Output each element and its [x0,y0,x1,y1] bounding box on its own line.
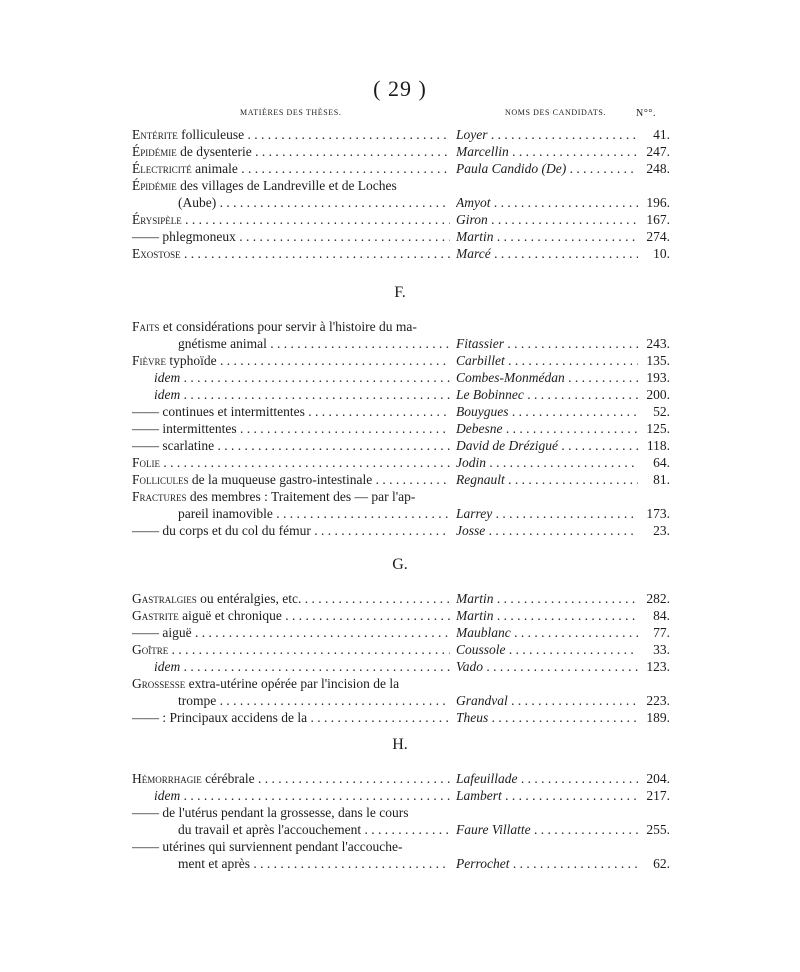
entry-line [132,194,672,211]
subject-text [132,352,450,369]
entry-line [132,709,672,726]
entry-line [132,126,672,143]
thesis-number: 196. [646,195,670,210]
candidate-name: Larrey . . . [456,505,638,522]
thesis-number: 10. [653,246,670,261]
index-entry [132,318,672,352]
entry-line [132,245,672,262]
thesis-number: 52. [653,404,670,419]
subject-text [132,318,472,335]
subject-column-header: MATIÈRES DES THÈSES. [240,108,342,117]
candidate-name: Vado . . . [456,658,638,675]
subject-line-text: aiguë et chronique [182,608,282,623]
candidate-name: Martin . . . [456,228,638,245]
entry-line [132,437,672,454]
entry-line [132,787,672,804]
thesis-number: 125. [646,421,670,436]
subject-headword: Gastralgies [132,591,197,606]
candidate-name: Regnault . . . [456,471,638,488]
entry-line [132,488,672,505]
subject-line-text: —— utérines qui surviennent pendant l'accouche- [132,839,403,854]
candidate-name: Theus . . . [456,709,638,726]
index-entry [132,454,672,471]
index-entry [132,770,672,787]
subject-line-text: idem [154,788,181,803]
subject-headword: Follicules [132,472,189,487]
thesis-number: 173. [646,506,670,521]
candidate-name: Josse . . . [456,522,638,539]
section-letter: F. [394,284,406,301]
subject-line-text: animale [195,161,238,176]
index-entry [132,804,672,838]
index-entry [132,352,672,369]
candidate-name: Lafeuillade . . . [456,770,638,787]
index-entry [132,245,672,262]
subject-text [154,386,450,403]
subject-headword: Gastrite [132,608,179,623]
entry-line [132,143,672,160]
subject-text [132,160,450,177]
index-entry [132,386,672,403]
subject-line-text: folliculeuse [181,127,245,142]
subject-line-text: des villages de Landreville et de Loches [180,178,397,193]
index-entry [132,590,672,607]
thesis-number: 243. [646,336,670,351]
subject-text [132,245,450,262]
subject-headword: Folie [132,455,160,470]
subject-text [178,194,450,211]
index-section [132,590,672,726]
subject-text [132,454,450,471]
subject-headword: Fièvre [132,353,167,368]
subject-line-text: de dysenterie [180,144,252,159]
candidates-column-header: NOMS DES CANDIDATS. [505,108,606,117]
subject-text [178,855,450,872]
subject-text [154,369,450,386]
column-headers [0,108,800,122]
subject-headword: Hémorrhagie [132,771,202,786]
candidate-name: Grandval . . . [456,692,638,709]
entry-line [132,369,672,386]
section-letter: G. [392,556,408,573]
candidate-name: Faure Villatte . . . [456,821,638,838]
subject-text [132,804,472,821]
entry-line [132,471,672,488]
entry-line [132,855,672,872]
subject-text [132,838,472,855]
entry-line [132,624,672,641]
subject-text [132,437,450,454]
index-entry [132,675,672,709]
candidate-name: Fitassier . . . [456,335,638,352]
thesis-number: 118. [646,438,670,453]
candidate-name: Lambert . . . [456,787,638,804]
subject-line-text: pareil inamovible [178,506,273,521]
page-number: ( 29 ) [373,76,427,101]
subject-line-text: idem [154,370,181,385]
candidate-name: Perrochet . . . [456,855,638,872]
index-entry [132,437,672,454]
candidate-name: Marcellin . . . [456,143,638,160]
thesis-number: 193. [646,370,670,385]
candidate-name: Giron . . . [456,211,638,228]
index-section [132,770,672,872]
subject-line-text: des membres : Traitement des — par l'ap- [189,489,416,504]
candidate-name: Jodin . . . [456,454,638,471]
entry-line [132,658,672,675]
subject-line-text: typhoïde [169,353,217,368]
thesis-number: 274. [646,229,670,244]
subject-line-text: —— intermittentes [132,421,237,436]
thesis-number: 64. [653,455,670,470]
subject-text [154,658,450,675]
subject-line-text: extra-utérine opérée par l'incision de la [188,676,400,691]
subject-line-text: —— continues et intermittentes [132,404,305,419]
thesis-number: 41. [653,127,670,142]
index-entry [132,787,672,804]
entry-line [132,352,672,369]
subject-line-text: —— phlegmoneux [132,229,236,244]
subject-text [132,126,450,143]
subject-line-text: cérébrale [205,771,255,786]
entry-line [132,177,672,194]
subject-line-text: trompe [178,693,217,708]
entry-line [132,335,672,352]
entry-line [132,804,672,821]
subject-line-text: idem [154,387,181,402]
index-entry [132,624,672,641]
entry-line [132,675,672,692]
entry-line [132,505,672,522]
entry-line [132,454,672,471]
entry-line [132,211,672,228]
subject-text [132,420,450,437]
subject-headword: Fractures [132,489,187,504]
thesis-number: 247. [646,144,670,159]
index-entry [132,160,672,177]
subject-text [178,692,450,709]
thesis-number: 33. [653,642,670,657]
subject-text [132,641,450,658]
subject-headword: Électricité [132,161,192,176]
index-entry [132,641,672,658]
index-entry [132,471,672,488]
candidate-name: Coussole . . . [456,641,638,658]
entry-line [132,403,672,420]
index-entry [132,211,672,228]
candidate-name: Paula Candido (De) . . . [456,160,638,177]
thesis-number: 135. [646,353,670,368]
index-entry [132,126,672,143]
entry-line [132,821,672,838]
subject-text [132,590,450,607]
thesis-number: 77. [653,625,670,640]
index-entry [132,403,672,420]
entry-line [132,641,672,658]
thesis-number: 189. [646,710,670,725]
subject-line-text: —— aiguë [132,625,192,640]
index-entry [132,143,672,160]
thesis-number: 123. [646,659,670,674]
entry-line [132,770,672,787]
subject-text [178,821,450,838]
subject-line-text: —— de l'utérus pendant la grossesse, dans le cours [132,805,409,820]
subject-text [132,143,450,160]
subject-line-text: du travail et après l'accouchement [178,822,362,837]
candidate-name: David de Drézigué . . . [456,437,638,454]
entry-line [132,838,672,855]
subject-headword: Épidémie [132,144,177,159]
thesis-number: 81. [653,472,670,487]
subject-headword: Érysipèle [132,212,182,227]
index-entry [132,658,672,675]
subject-text [178,505,450,522]
candidate-name: Martin . . . [456,607,638,624]
subject-line-text: ou entéralgies, etc. [200,591,302,606]
subject-line-text: —— : Principaux accidens de la [132,710,308,725]
thesis-number: 200. [646,387,670,402]
subject-text [132,607,450,624]
subject-headword: Grossesse [132,676,186,691]
subject-line-text: de la muqueuse gastro-intestinale [191,472,373,487]
subject-text [132,228,450,245]
candidate-name: Le Bobinnec . . . [456,386,638,403]
index-entry [132,522,672,539]
entry-line [132,607,672,624]
subject-text [132,709,450,726]
candidate-name: Amyot . . . [456,194,638,211]
entry-line [132,318,672,335]
subject-text [132,488,472,505]
entry-line [132,160,672,177]
candidate-name: Carbillet . . . [456,352,638,369]
candidate-name: Combes-Monmédan . . . [456,369,638,386]
number-column-header: N°°. [636,108,657,119]
candidate-name: Loyer . . . [456,126,638,143]
thesis-number: 23. [653,523,670,538]
index-entry [132,709,672,726]
candidate-name: Debesne . . . [456,420,638,437]
thesis-number: 248. [646,161,670,176]
subject-line-text: et considérations pour servir à l'histoire du ma- [162,319,417,334]
index-entry [132,838,672,872]
subject-headword: Entérite [132,127,178,142]
subject-headword: Épidémie [132,178,177,193]
index-entry [132,420,672,437]
section-letter: H. [392,736,408,753]
subject-headword: Faits [132,319,160,334]
index-section [132,318,672,539]
subject-text [132,675,472,692]
thesis-number: 167. [646,212,670,227]
subject-text [132,770,450,787]
candidate-name: Maublanc . . . [456,624,638,641]
candidate-name: Bouygues . . . [456,403,638,420]
thesis-number: 204. [646,771,670,786]
subject-line-text: —— du corps et du col du fémur [132,523,311,538]
index-entry [132,607,672,624]
subject-line-text: —— scarlatine [132,438,215,453]
index-entry [132,177,672,211]
subject-text [132,624,450,641]
subject-headword: Exostose [132,246,181,261]
subject-line-text: idem [154,659,181,674]
subject-line-text: ment et après [178,856,250,871]
subject-text [132,471,450,488]
index-entry [132,228,672,245]
entry-line [132,386,672,403]
subject-text [132,403,450,420]
subject-line-text: (Aube) [178,195,217,210]
thesis-number: 62. [653,856,670,871]
entry-line [132,692,672,709]
subject-text [132,177,472,194]
entry-line [132,420,672,437]
subject-line-text: gnétisme animal [178,336,267,351]
subject-text [132,522,450,539]
subject-text [178,335,450,352]
entry-line [132,590,672,607]
thesis-number: 84. [653,608,670,623]
subject-text [154,787,450,804]
candidate-name: Marcé . . . [456,245,638,262]
index-entry [132,488,672,522]
thesis-number: 255. [646,822,670,837]
candidate-name: Martin . . . [456,590,638,607]
subject-text [132,211,450,228]
thesis-number: 282. [646,591,670,606]
index-section [132,126,672,262]
index-entry [132,369,672,386]
entry-line [132,228,672,245]
subject-headword: Goître [132,642,169,657]
thesis-number: 223. [646,693,670,708]
entry-line [132,522,672,539]
thesis-number: 217. [646,788,670,803]
